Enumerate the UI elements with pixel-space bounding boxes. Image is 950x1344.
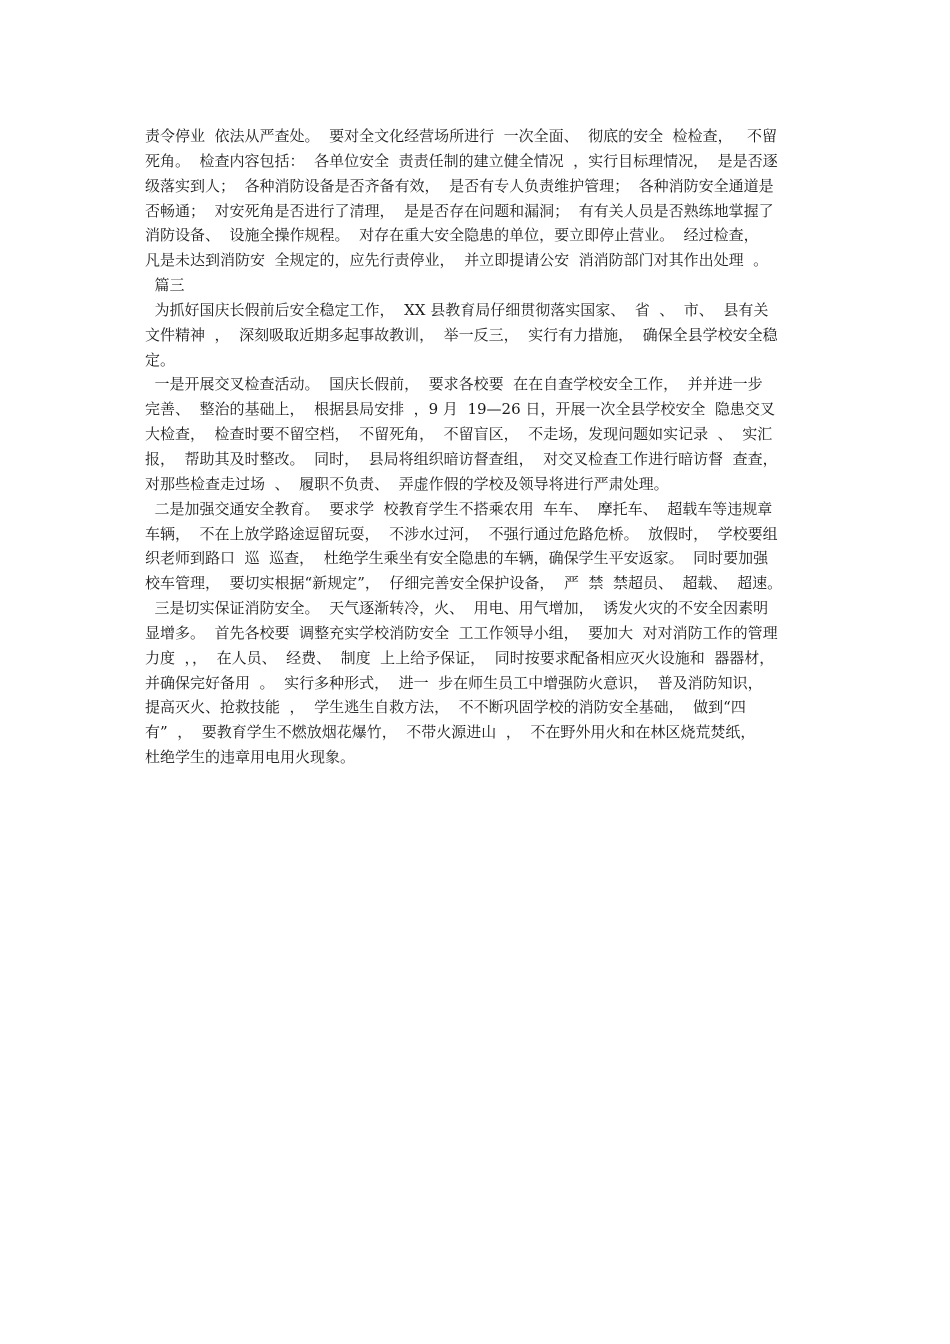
- text-line: 对那些检查走过场 、 履职不负责、 弄虚作假的学校及领导将进行严肃处理。: [145, 474, 669, 493]
- text-line: 二是加强交通安全教育。 要求学 校教育学生不搭乘农用 车车、 摩托车、 超载车等违规章: [145, 499, 773, 518]
- text-line: 并确保完好备用 。 实行多种形式， 进一 步在师生员工中增强防火意识， 普及消防知识，: [145, 673, 763, 692]
- text-line: 凡是未达到消防安 全规定的，应先行责停业， 并立即提请公安 消消防部门对其作出处理 。: [145, 251, 769, 270]
- text-line: 力度 ，， 在人员、 经费、 制度 上上给予保证， 同时按要求配备相应灭火设施和 器器材，: [145, 648, 775, 667]
- text-line: 提高灭火、抢救技能 ， 学生逃生自救方法， 不不断巩固学校的消防安全基础， 做到“四: [145, 698, 746, 717]
- text-line: 有” ， 要教育学生不燃放烟花爆竹， 不带火源进山 ， 不在野外用火和在林区烧荒焚纸，: [145, 723, 756, 742]
- section-heading: 篇三: [145, 276, 185, 295]
- text-line: 校车管理， 要切实根据“新规定”， 仔细完善安全保护设备， 严 禁 禁超员、 超载、 超速。: [145, 574, 783, 593]
- text-line: 完善、 整治的基础上， 根据县局安排 ，9 月 19—26 日，开展一次全县学校安全 隐患交叉: [145, 400, 775, 419]
- text-line: 责令停业 依法从严查处。 要对全文化经营场所进行 一次全面、 彻底的安全 检检查， 不留: [145, 127, 777, 145]
- text-line: 文件精神 ， 深刻吸取近期多起事故教训， 举一反三， 实行有力措施， 确保全县学校安全稳: [145, 325, 778, 344]
- text-line: 为抓好国庆长假前后安全稳定工作， XX 县教育局仔细贯彻落实国家、 省 、 市、 县有关: [145, 300, 769, 319]
- text-line: 三是切实保证消防安全。 天气逐渐转冷，火、 用电、用气增加， 诱发火灾的不安全因素明: [145, 599, 769, 618]
- text-line: 定。: [145, 350, 176, 369]
- text-line: 死角。 检查内容包括： 各单位安全 责责任制的建立健全情况 ，实行目标理情况， 是是否逐: [145, 151, 778, 170]
- text-line: 车辆， 不在上放学路途逗留玩耍， 不涉水过河， 不强行通过危路危桥。 放假时， 学校要组: [145, 524, 778, 543]
- text-line: 显增多。 首先各校要 调整充实学校消防安全 工工作领导小组， 要加大 对对消防工作的管理: [145, 623, 778, 642]
- document-body: [145, 124, 815, 770]
- text-line: 报， 帮助其及时整改。 同时， 县局将组织暗访督查组， 对交叉检查工作进行暗访督 查查，: [145, 449, 778, 468]
- text-line: 织老师到路口 巡 巡查， 杜绝学生乘坐有安全隐患的车辆，确保学生平安返家。 同时要加强: [145, 549, 769, 568]
- text-line: 消防设备、 设施全操作规程。 对存在重大安全隐患的单位，要立即停止营业。 经过检查，: [145, 226, 759, 245]
- text-line: 杜绝学生的违章用电用火现象。: [145, 748, 356, 767]
- text-line: 级落实到人； 各种消防设备是否齐备有效， 是否有专人负责维护管理； 各种消防安全通道是: [145, 176, 774, 195]
- text-line: 大检查， 检查时要不留空档， 不留死角， 不留盲区， 不走场，发现问题如实记录 、 实汇: [145, 425, 773, 444]
- text-line: 否畅通； 对安死角是否进行了清理， 是是否存在问题和漏洞； 有有关人员是否熟练地掌握了: [145, 201, 774, 220]
- text-line: 一是开展交叉检查活动。 国庆长假前， 要求各校要 在在自查学校安全工作， 并并进一步: [145, 375, 763, 394]
